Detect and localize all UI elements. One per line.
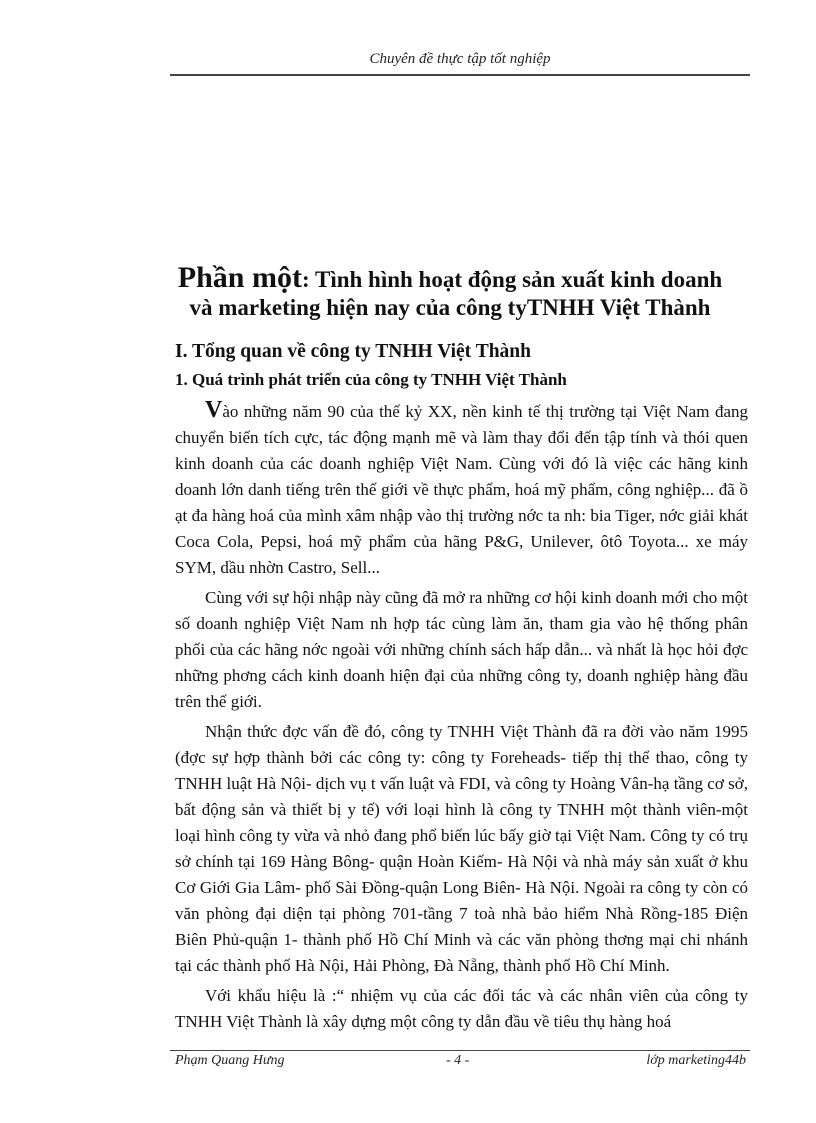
section-heading: I. Tổng quan về công ty TNHH Việt Thành [175, 341, 531, 362]
paragraph-4: Với khẩu hiệu là :“ nhiệm vụ của các đối tác và các nhân viên của công ty TNHH Việt Thành là xây dựng một công ty dẫn đầu về tiêu thụ hàng hoá [175, 986, 748, 1031]
running-header: Chuyên đề thực tập tốt nghiệp [369, 51, 551, 67]
header-rule [170, 74, 750, 76]
part-title-line1 [150, 261, 750, 294]
part-title-line2: và marketing hiện nay của công tyTNHH Việt Thành [189, 295, 711, 320]
paragraph-1-text: ào những năm 90 của thế kỷ XX, nền kinh tế thị trường tại Việt Nam đang chuyển biến tích cực, tác động mạnh mẽ và làm thay đổi đến tập tính và thói quen kinh doanh của các doanh nghiệp Việt Nam. Cùng với đó là việc các hãng kinh doanh lớn danh tiếng trên thế giới về thực phẩm, hoá mỹ phẩm, công nghiệp... đã ồ ạt đa hàng hoá của mình xâm nhập vào thị trường nớc ta nh: bia Tiger, nớc giải khát Coca Cola, Pepsi, hoá mỹ phẩm của hãng P&G, Unilever, ôtô Toyota... xe máy SYM, dầu nhờn Castro, Sell... [175, 402, 748, 577]
part-label: Phần một [177, 261, 302, 294]
paragraph-1 [175, 397, 748, 581]
paragraph-3: Nhận thức đợc vấn đề đó, công ty TNHH Việt Thành đã ra đời vào năm 1995 (đợc sự hợp thành bởi các công ty: công ty Foreheads- tiếp thị thể thao, công ty TNHH luật Hà Nội- dịch vụ t vấn luật và FDI, và công ty Hoàng Vân-hạ tầng cơ sở, bất động sản và thiết bị y tế) với loại hình là công ty TNHH một thành viên-một loại hình công ty vừa và nhỏ đang phổ biến lúc bấy giờ tại Việt Nam. Công ty có trụ sở chính tại 169 Hàng Bông- quận Hoàn Kiếm- Hà Nội và nhà máy sản xuất ở khu Cơ Giới Gia Lâm- phố Sài Đồng-quận Long Biên- Hà Nội. Ngoài ra công ty còn có văn phòng đại diện tại phòng 701-tầng 7 toà nhà bảo hiểm Nhà Rồng-185 Điện Biên Phủ-quận 1- thành phố Hồ Chí Minh và các văn phòng thơng mại chi nhánh tại các thành phố Hà Nội, Hải Phòng, Đà Nẵng, thành phố Hồ Chí Minh. [175, 722, 748, 975]
drop-cap: V [205, 397, 223, 423]
part-title-text: : Tình hình hoạt động sản xuất kinh doanh [301, 267, 723, 292]
footer-rule [170, 1050, 750, 1051]
paragraph-2: Cùng với sự hội nhập này cũng đã mở ra những cơ hội kinh doanh mới cho một số doanh nghiệp Việt Nam nh hợp tác cùng làm ăn, tham gia vào hệ thống phân phối của các hãng nớc ngoài với những chính sách hấp dẫn... và nhất là học hỏi đợc những phơng cách kinh doanh hiện đại của những công ty, doanh nghiệp hàng đầu trên thế giới. [175, 588, 748, 711]
body-text [175, 397, 748, 1039]
footer-class: lớp marketing44b [646, 1053, 746, 1068]
subsection-heading: 1. Quá trình phát triển của công ty TNHH Việt Thành [175, 370, 567, 389]
footer-author: Phạm Quang Hưng [175, 1053, 285, 1068]
part-title [150, 261, 750, 322]
page-number: - 4 - [446, 1053, 470, 1068]
